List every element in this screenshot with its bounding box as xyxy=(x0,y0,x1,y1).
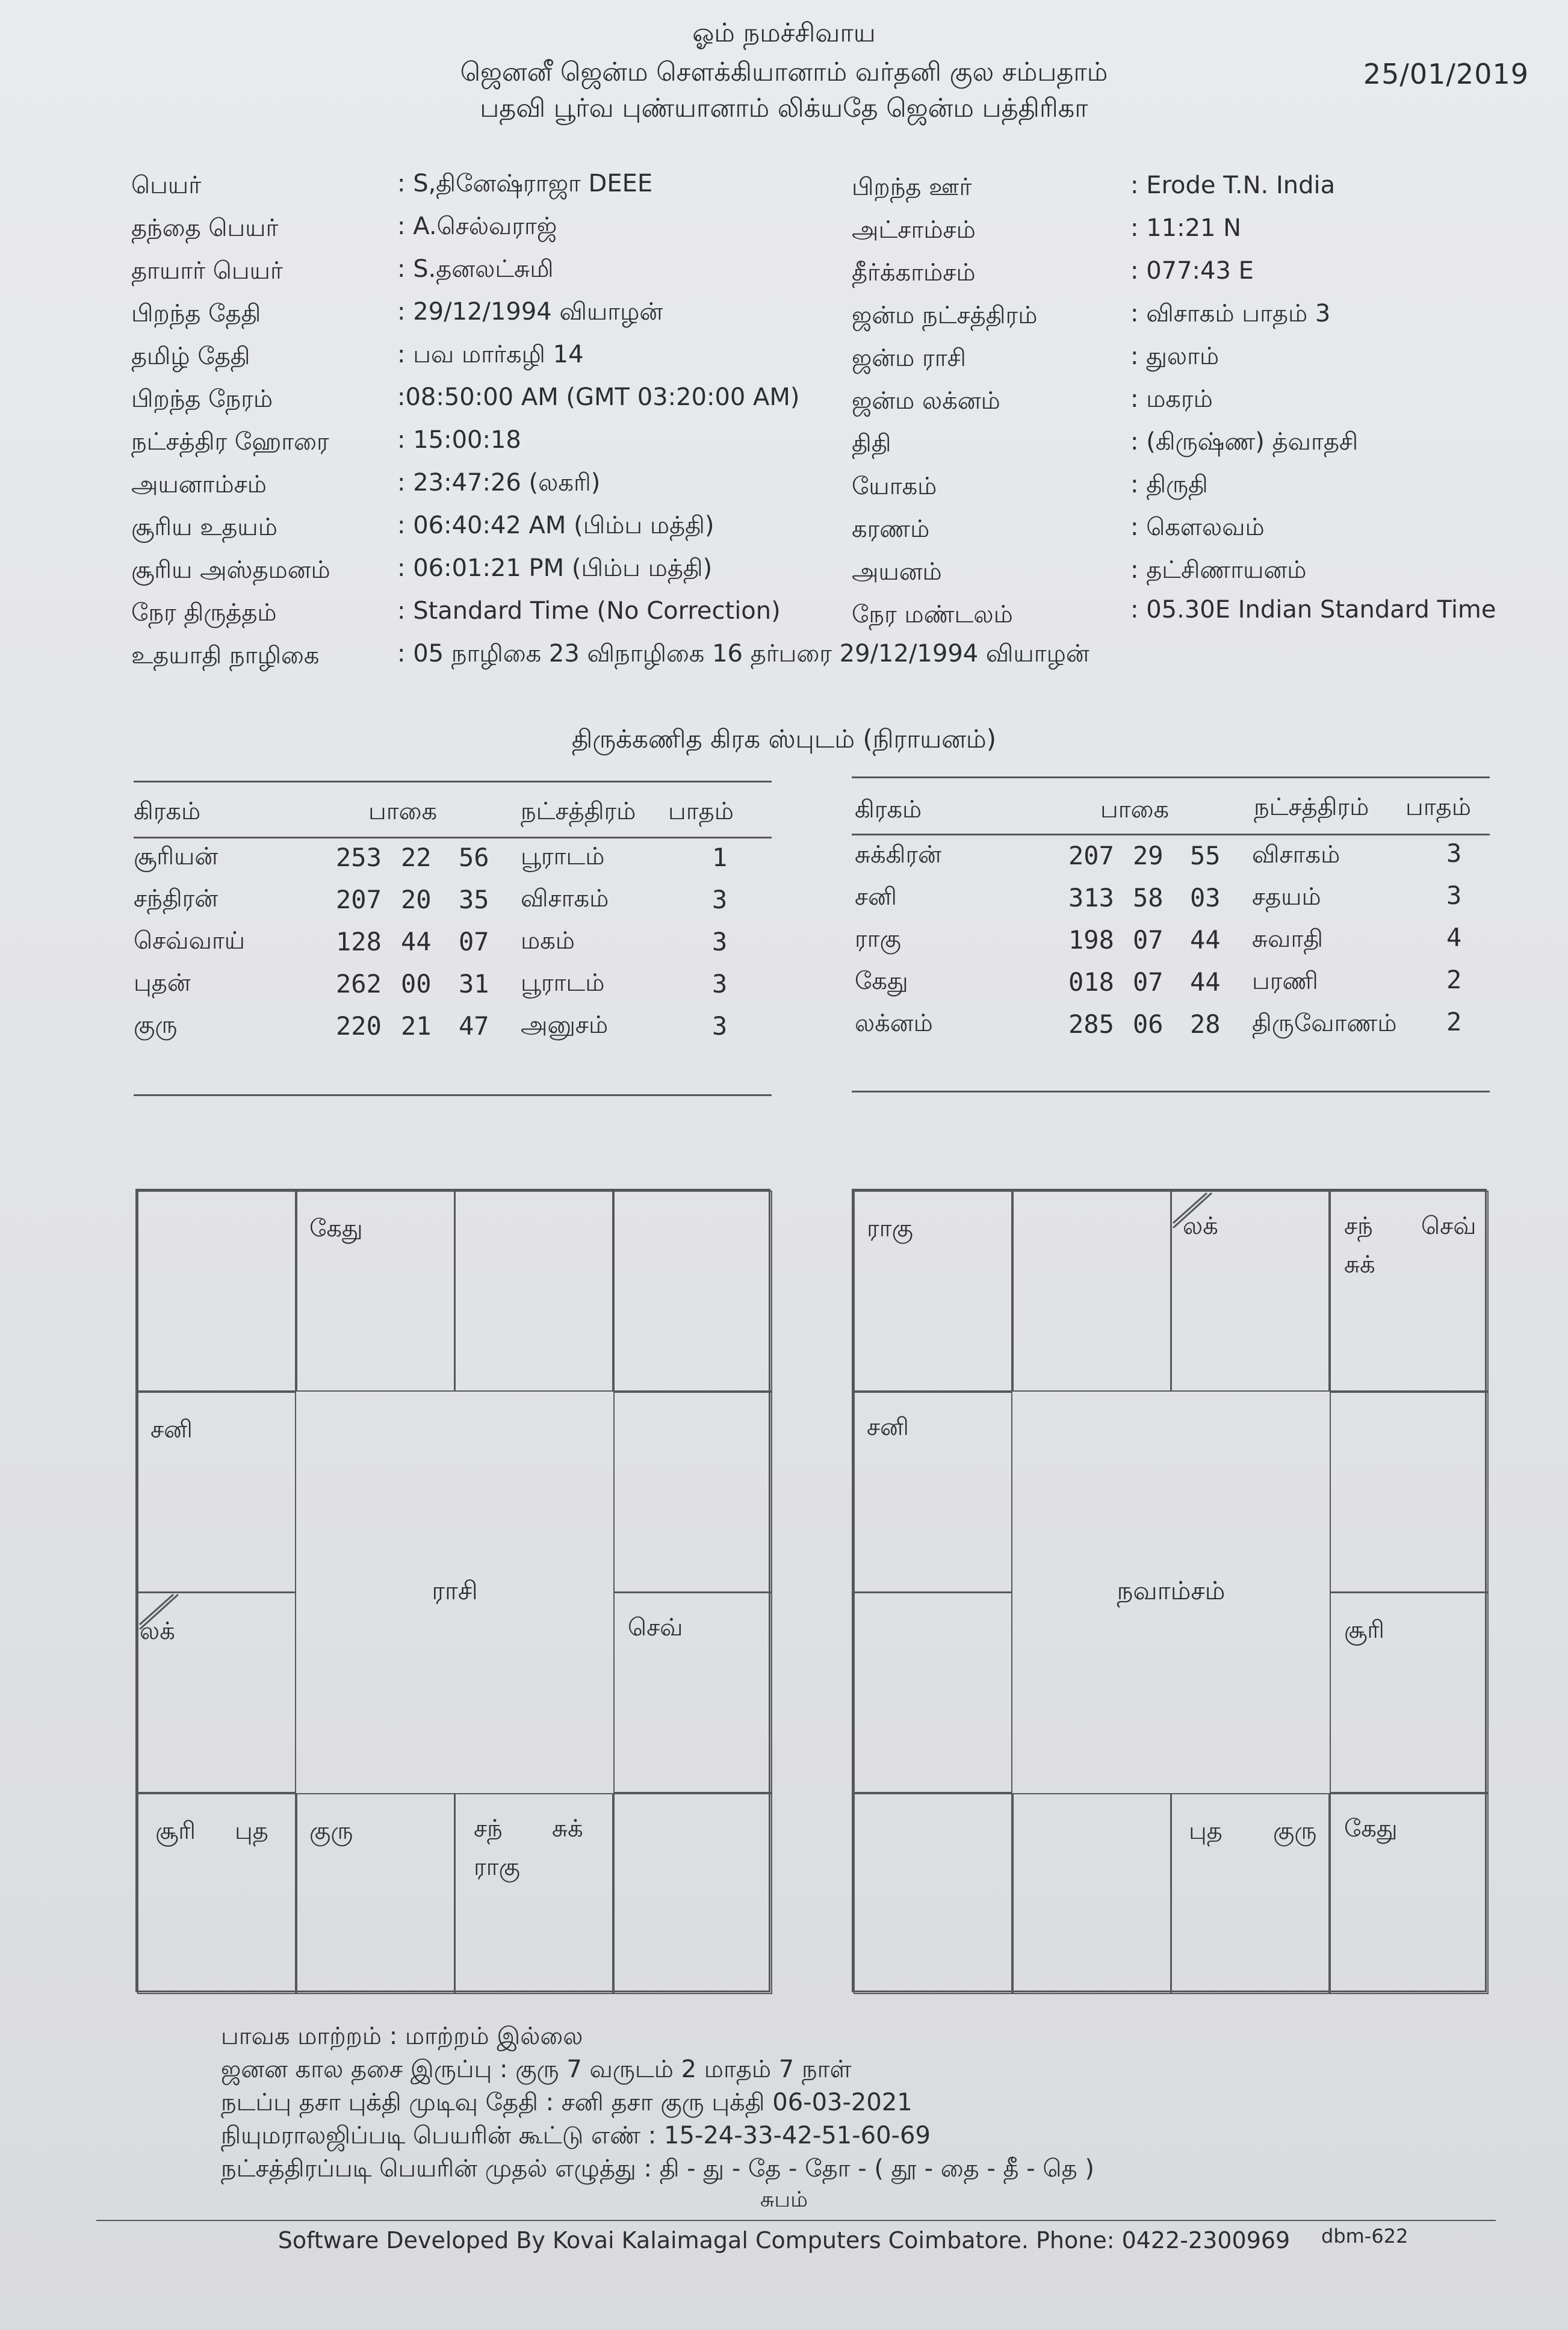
table-rule xyxy=(134,1094,772,1096)
planet-pada: 3 xyxy=(712,969,728,999)
detail-value: : 15:00:18 xyxy=(397,426,521,454)
print-date: 25/01/2019 xyxy=(1363,58,1529,90)
detail-label: நட்சத்திர ஹோரை xyxy=(131,428,329,456)
col-header-nakshatra: நட்சத்திரம் xyxy=(521,798,636,825)
planet-degree: 018 xyxy=(1068,967,1114,997)
planet-degree: 262 xyxy=(336,969,382,999)
planet-name: செவ்வாய் xyxy=(134,927,246,955)
header-line-2: ஜெனனீ ஜென்ம சௌக்கியானாம் வர்தனி குல சம்பதாம் xyxy=(460,57,1108,87)
planet-pada: 3 xyxy=(1446,838,1462,868)
planet-star: பூராடம் xyxy=(521,843,605,870)
col-header-paadham: பாதம் xyxy=(1405,793,1471,821)
navamsa-house-10 xyxy=(854,1592,1012,1793)
planet-star: விசாகம் xyxy=(1252,841,1340,869)
col-header-paagai: பாகை xyxy=(368,798,438,825)
planet-second: 03 xyxy=(1190,883,1221,912)
detail-label: தீர்க்காம்சம் xyxy=(852,259,976,287)
rasi-planet: புத xyxy=(235,1817,268,1845)
navamsa-house-3 xyxy=(1330,1191,1489,1392)
col-header-graham: கிரகம் xyxy=(855,796,922,823)
rasi-planet: சந் xyxy=(474,1815,503,1842)
planet-name: புதன் xyxy=(134,969,191,997)
navamsa-planet: கேது xyxy=(1344,1815,1398,1842)
planet-star: திருவோணம் xyxy=(1252,1009,1397,1037)
detail-label: பிறந்த ஊர் xyxy=(852,173,972,201)
detail-label: நேர திருத்தம் xyxy=(131,599,277,627)
planet-second: 28 xyxy=(1190,1009,1221,1039)
detail-value: : 077:43 E xyxy=(1130,257,1254,285)
navamsa-house-6 xyxy=(1330,1793,1489,1994)
navamsa-planet: குரு xyxy=(1273,1817,1317,1845)
planet-star: மகம் xyxy=(521,927,575,955)
detail-value: : 06:40:42 AM (பிம்ப மத்தி) xyxy=(397,512,714,539)
detail-value: : மகரம் xyxy=(1130,385,1213,413)
planet-name: குரு xyxy=(134,1011,178,1039)
rasi-chart xyxy=(135,1189,770,1992)
navamsa-house-1 xyxy=(1012,1191,1171,1392)
planet-second: 31 xyxy=(459,969,489,999)
planet-degree: 313 xyxy=(1068,883,1114,912)
navamsa-planet: லக் xyxy=(1183,1212,1218,1240)
planet-second: 44 xyxy=(1190,967,1221,997)
navamsa-center-label: நவாம்சம் xyxy=(1117,1576,1226,1605)
detail-value: : 29/12/1994 வியாழன் xyxy=(397,298,663,326)
note-line: நடப்பு தசா புக்தி முடிவு தேதி : சனி தசா குரு புக்தி 06-03-2021 xyxy=(221,2089,913,2116)
detail-value: : S,தினேஷ்ராஜா DEEE xyxy=(397,170,653,197)
planet-minute: 44 xyxy=(401,927,432,956)
rasi-house-1 xyxy=(296,1191,455,1392)
planet-minute: 07 xyxy=(1133,967,1164,997)
planet-degree: 220 xyxy=(336,1011,382,1041)
detail-value: : 05 நாழிகை 23 விநாழிகை 16 தர்பரை 29/12/1994 வியாழன் xyxy=(397,640,1089,668)
rasi-center-label: ராசி xyxy=(432,1576,478,1605)
detail-value: : Erode T.N. India xyxy=(1130,172,1336,199)
planet-minute: 21 xyxy=(401,1011,432,1041)
navamsa-house-8 xyxy=(1012,1793,1171,1994)
planet-star: பரணி xyxy=(1252,967,1318,995)
detail-label: தமிழ் தேதி xyxy=(131,342,250,370)
rasi-planet: கேது xyxy=(309,1215,363,1242)
planet-name: ராகு xyxy=(855,925,901,953)
table-rule xyxy=(852,834,1490,835)
planet-pada: 2 xyxy=(1446,965,1462,994)
planet-degree: 198 xyxy=(1068,925,1114,955)
detail-value: : 11:21 N xyxy=(1130,214,1242,242)
rasi-planet: லக் xyxy=(140,1617,175,1645)
detail-value: : தட்சிணாயனம் xyxy=(1130,556,1307,584)
planet-second: 07 xyxy=(459,927,489,956)
doc-code: dbm-622 xyxy=(1321,2225,1408,2248)
planet-name: லக்னம் xyxy=(855,1009,933,1037)
planet-second: 47 xyxy=(459,1011,489,1041)
navamsa-planet: புத xyxy=(1189,1817,1222,1845)
detail-label: அயனாம்சம் xyxy=(131,471,267,498)
detail-label: சூரிய உதயம் xyxy=(131,513,277,541)
note-line: நட்சத்திரப்படி பெயரின் முதல் எழுத்து : தி - து - தே - தோ - ( தூ - தை - தீ - தெ ) xyxy=(221,2155,1094,2183)
navamsa-planet: சுக் xyxy=(1344,1251,1375,1278)
rasi-house-4 xyxy=(613,1392,772,1593)
planet-minute: 07 xyxy=(1133,925,1164,955)
detail-value: : திருதி xyxy=(1130,471,1208,498)
header-line-1: ஓம் நமச்சிவாய xyxy=(692,18,876,48)
detail-label: தாயார் பெயர் xyxy=(131,257,283,285)
detail-value: : A.செல்வராஜ் xyxy=(397,212,557,240)
planet-pada: 3 xyxy=(712,1011,728,1041)
rasi-house-11 xyxy=(137,1392,296,1593)
navamsa-planet: ராகு xyxy=(867,1215,913,1242)
planet-name: சனி xyxy=(855,883,897,911)
note-line: பாவக மாற்றம் : மாற்றம் இல்லை xyxy=(221,2022,583,2050)
planet-star: சதயம் xyxy=(1252,883,1321,911)
detail-label: அட்சாம்சம் xyxy=(852,216,976,244)
planet-degree: 128 xyxy=(336,927,382,956)
navamsa-house-11 xyxy=(854,1392,1012,1593)
planet-section-title: திருக்கணித கிரக ஸ்புடம் (நிராயனம்) xyxy=(571,724,997,754)
detail-label: பிறந்த நேரம் xyxy=(131,385,273,413)
navamsa-house-9 xyxy=(854,1793,1012,1994)
planet-second: 56 xyxy=(459,843,489,872)
footer-rule xyxy=(96,2220,1496,2221)
detail-value: : 06:01:21 PM (பிம்ப மத்தி) xyxy=(397,554,713,582)
navamsa-planet: சந் xyxy=(1344,1212,1373,1240)
navamsa-house-5 xyxy=(1330,1592,1489,1793)
rasi-house-12 xyxy=(137,1191,296,1392)
planet-star: பூராடம் xyxy=(521,969,605,997)
rasi-house-8 xyxy=(296,1793,455,1994)
detail-value: : S.தனலட்சுமி xyxy=(397,255,554,283)
planet-pada: 3 xyxy=(712,927,728,956)
planet-pada: 2 xyxy=(1446,1007,1462,1036)
subam-text: சுபம் xyxy=(760,2187,808,2212)
planet-pada: 3 xyxy=(712,885,728,914)
planet-degree: 207 xyxy=(336,885,382,914)
col-header-paadham: பாதம் xyxy=(668,798,734,825)
planet-degree: 253 xyxy=(336,843,382,872)
planet-second: 35 xyxy=(459,885,489,914)
navamsa-planet: சூரி xyxy=(1344,1616,1385,1644)
detail-label: ஜன்ம ராசி xyxy=(852,344,966,372)
rasi-planet: சூரி xyxy=(155,1817,196,1845)
planet-minute: 06 xyxy=(1133,1009,1164,1039)
detail-label: நேர மண்டலம் xyxy=(852,601,1013,628)
planet-second: 55 xyxy=(1190,841,1221,870)
detail-value: : விசாகம் பாதம் 3 xyxy=(1130,300,1331,327)
planet-pada: 4 xyxy=(1446,923,1462,952)
table-rule xyxy=(852,1091,1490,1092)
planet-second: 44 xyxy=(1190,925,1221,955)
navamsa-house-2 xyxy=(1171,1191,1330,1392)
detail-value: : கௌலவம் xyxy=(1130,513,1265,541)
table-rule xyxy=(134,781,772,782)
col-header-nakshatra: நட்சத்திரம் xyxy=(1254,793,1369,821)
note-line: ஜனன கால தசை இருப்பு : குரு 7 வருடம் 2 மாதம் 7 நாள் xyxy=(221,2056,852,2083)
planet-pada: 3 xyxy=(1446,881,1462,910)
rasi-house-7 xyxy=(454,1793,613,1994)
rasi-planet: குரு xyxy=(309,1817,353,1845)
rasi-house-9 xyxy=(137,1793,296,1994)
footer-credit: Software Developed By Kovai Kalaimagal Computers Coimbatore. Phone: 0422-2300969 xyxy=(277,2227,1291,2254)
detail-label: யோகம் xyxy=(852,473,937,500)
detail-label: கரணம் xyxy=(852,515,930,543)
detail-label: பெயர் xyxy=(131,172,202,199)
detail-label: தந்தை பெயர் xyxy=(131,214,279,242)
col-header-graham: கிரகம் xyxy=(134,798,201,825)
navamsa-chart xyxy=(852,1189,1487,1992)
detail-label: பிறந்த தேதி xyxy=(131,300,261,327)
rasi-house-10 xyxy=(137,1592,296,1793)
detail-label: ஜன்ம நட்சத்திரம் xyxy=(852,302,1038,329)
navamsa-house-4 xyxy=(1330,1392,1489,1593)
header-line-3: பதவி பூர்வ புண்யானாம் லிக்யதே ஜென்ம பத்திரிகா xyxy=(480,93,1088,123)
detail-label: திதி xyxy=(852,430,891,457)
note-line: நியுமராலஜிப்படி பெயரின் கூட்டு எண் : 15-24-33-42-51-60-69 xyxy=(221,2122,931,2149)
planet-degree: 285 xyxy=(1068,1009,1114,1039)
table-rule xyxy=(852,776,1490,778)
detail-label: சூரிய அஸ்தமனம் xyxy=(131,556,330,584)
detail-value: : Standard Time (No Correction) xyxy=(397,597,781,625)
rasi-planet: சனி xyxy=(150,1416,193,1443)
planet-star: அனுசம் xyxy=(521,1011,609,1039)
planet-star: விசாகம் xyxy=(521,885,609,912)
planet-minute: 29 xyxy=(1133,841,1164,870)
planet-minute: 58 xyxy=(1133,883,1164,912)
detail-value: : 05.30E Indian Standard Time xyxy=(1130,596,1496,624)
col-header-paagai: பாகை xyxy=(1100,796,1170,823)
rasi-house-5 xyxy=(613,1592,772,1793)
planet-name: சூரியன் xyxy=(134,843,218,870)
detail-value: : 23:47:26 (லகரி) xyxy=(397,469,601,497)
detail-value: :08:50:00 AM (GMT 03:20:00 AM) xyxy=(397,383,800,411)
planet-minute: 00 xyxy=(401,969,432,999)
rasi-house-6 xyxy=(613,1793,772,1994)
planet-name: சந்திரன் xyxy=(134,885,218,912)
rasi-planet: ராகு xyxy=(474,1853,520,1881)
rasi-house-3 xyxy=(613,1191,772,1392)
planet-name: கேது xyxy=(855,967,908,995)
detail-value: : பவ மார்கழி 14 xyxy=(397,341,584,368)
navamsa-planet: சனி xyxy=(867,1413,909,1441)
navamsa-planet: செவ் xyxy=(1421,1212,1477,1240)
planet-minute: 22 xyxy=(401,843,432,872)
detail-label: உதயாதி நாழிகை xyxy=(131,642,320,669)
planet-pada: 1 xyxy=(712,843,728,872)
planet-name: சுக்கிரன் xyxy=(855,841,941,869)
detail-label: ஜன்ம லக்னம் xyxy=(852,387,1000,415)
rasi-planet: செவ் xyxy=(628,1614,683,1641)
table-rule xyxy=(134,837,772,838)
rasi-planet: சுக் xyxy=(552,1815,583,1842)
planet-degree: 207 xyxy=(1068,841,1114,870)
detail-label: அயனம் xyxy=(852,558,942,586)
planet-star: சுவாதி xyxy=(1252,925,1324,953)
navamsa-house-7 xyxy=(1171,1793,1330,1994)
detail-value: : துலாம் xyxy=(1130,342,1219,370)
navamsa-house-12 xyxy=(854,1191,1012,1392)
detail-value: : (கிருஷ்ண) த்வாதசி xyxy=(1130,428,1359,456)
rasi-house-2 xyxy=(454,1191,613,1392)
planet-minute: 20 xyxy=(401,885,432,914)
